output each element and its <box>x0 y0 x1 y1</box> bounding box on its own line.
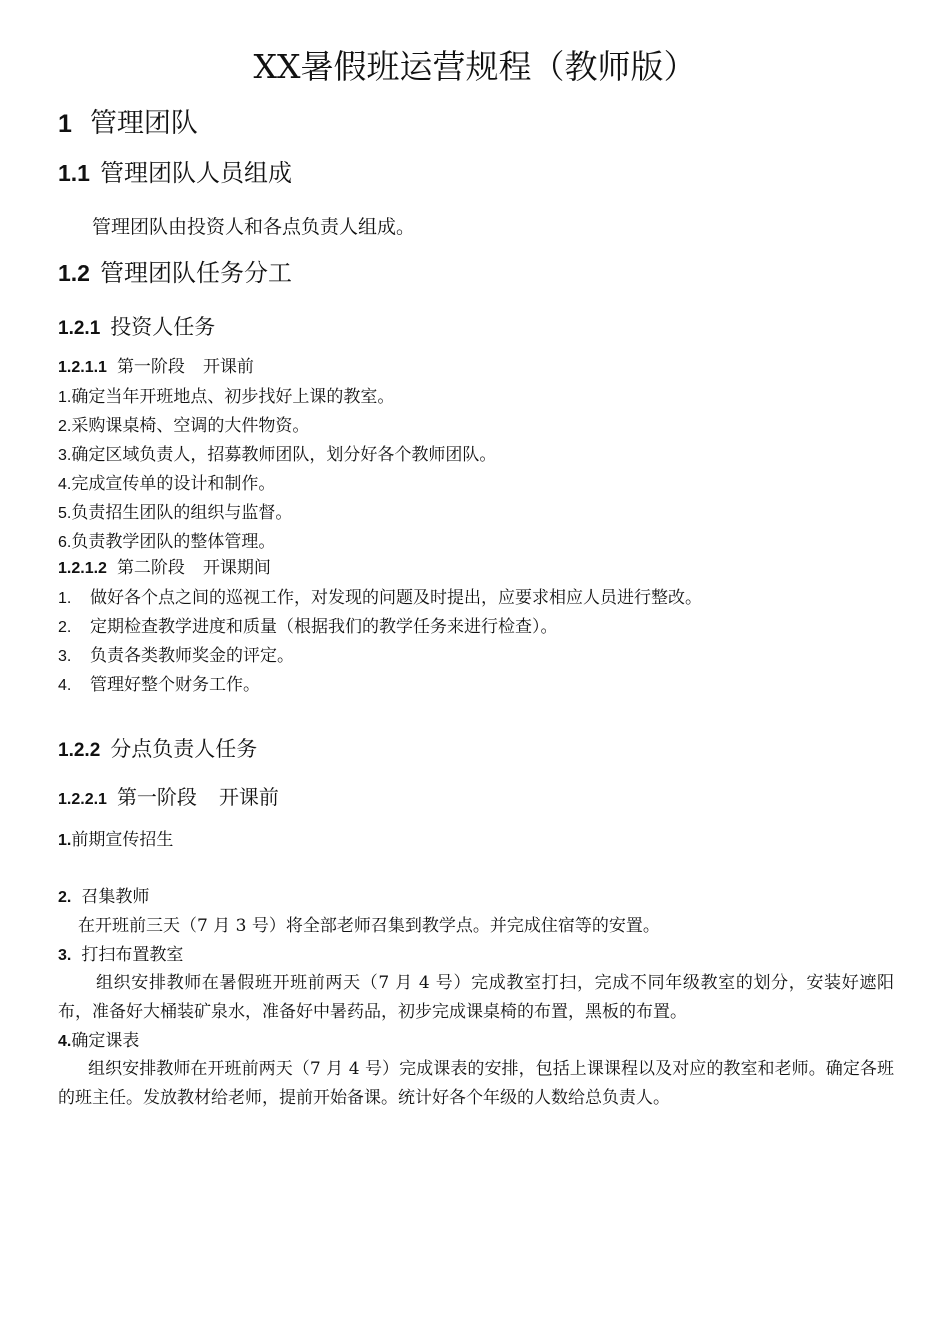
heading-sublabel: 开课前 <box>218 785 279 809</box>
heading-1-1 <box>58 161 292 185</box>
step-body: 组织安排教师在暑假班开班前两天（7 月 4 号）完成教室打扫，完成不同年级教室的划分，安装好遮阳布，准备好大桶装矿泉水，准备好中暑药品，初步完成课桌椅的布置，黑板的布置。 <box>58 973 894 1022</box>
step-body: 在开班前三天（7 月 3 号）将全部老师召集到教学点。并完成住宿等的安置。 <box>78 916 660 936</box>
heading-label: 管理团队任务分工 <box>99 259 292 287</box>
heading-1-2 <box>58 261 292 285</box>
list-item: 2.采购课桌椅、空调的大件物资。 <box>58 416 310 436</box>
step-heading: 2. 召集教师 <box>58 887 150 907</box>
document-title: XX暑假班运营规程（教师版） <box>253 47 697 86</box>
list-item: 3.确定区域负责人，招募教师团队，划分好各个教师团队。 <box>58 445 497 465</box>
heading-1-2-2 <box>58 739 257 760</box>
list-item: 2. 定期检查教学进度和质量（根据我们的教学任务来进行检查）。 <box>58 617 558 637</box>
list-item: 5.负责招生团队的组织与监督。 <box>58 503 293 523</box>
list-item: 4.完成宣传单的设计和制作。 <box>58 474 276 494</box>
heading-number: 1.2.1.1 <box>58 359 107 376</box>
heading-1-2-1-2 <box>58 560 271 577</box>
heading-label: 分点负责人任务 <box>110 737 258 761</box>
list-item: 4. 管理好整个财务工作。 <box>58 675 260 695</box>
heading-number: 1.2 <box>58 260 90 286</box>
heading-number: 1 <box>58 110 72 138</box>
step-heading: 1.前期宣传招生 <box>58 830 174 850</box>
step-heading: 4.确定课表 <box>58 1031 140 1051</box>
step-body: 组织安排教师在开班前两天（7 月 4 号）完成课表的安排，包括上课课程以及对应的教室和老师。确定各班的班主任。发放教材给老师，提前开始备课。统计好各个年级的人数给总负责人。 <box>58 1059 894 1108</box>
heading-1-2-1-1 <box>58 359 254 376</box>
heading-1-2-2-1 <box>58 787 279 808</box>
heading-sublabel: 开课期间 <box>202 558 271 578</box>
heading-label: 管理团队人员组成 <box>99 159 292 187</box>
heading-sublabel: 开课前 <box>202 357 254 377</box>
list-item: 3. 负责各类教师奖金的评定。 <box>58 646 294 666</box>
step-heading: 3. 打扫布置教室 <box>58 945 184 965</box>
list-item: 6.负责教学团队的整体管理。 <box>58 532 276 552</box>
heading-number: 1.2.1 <box>58 318 101 339</box>
heading-1 <box>58 110 198 137</box>
list-item: 1.确定当年开班地点、初步找好上课的教室。 <box>58 387 395 407</box>
heading-label: 第一阶段 <box>116 785 197 809</box>
list-item: 1. 做好各个点之间的巡视工作，对发现的问题及时提出，应要求相应人员进行整改。 <box>58 588 702 608</box>
heading-number: 1.2.2.1 <box>58 791 107 808</box>
heading-label: 第二阶段 <box>116 558 185 578</box>
heading-1-2-1 <box>58 317 215 338</box>
heading-label: 管理团队 <box>89 108 198 139</box>
heading-label: 投资人任务 <box>110 315 216 339</box>
heading-number: 1.2.1.2 <box>58 560 107 577</box>
paragraph: 管理团队由投资人和各点负责人组成。 <box>92 216 416 238</box>
heading-number: 1.2.2 <box>58 740 101 761</box>
heading-number: 1.1 <box>58 160 90 186</box>
heading-label: 第一阶段 <box>116 357 185 377</box>
